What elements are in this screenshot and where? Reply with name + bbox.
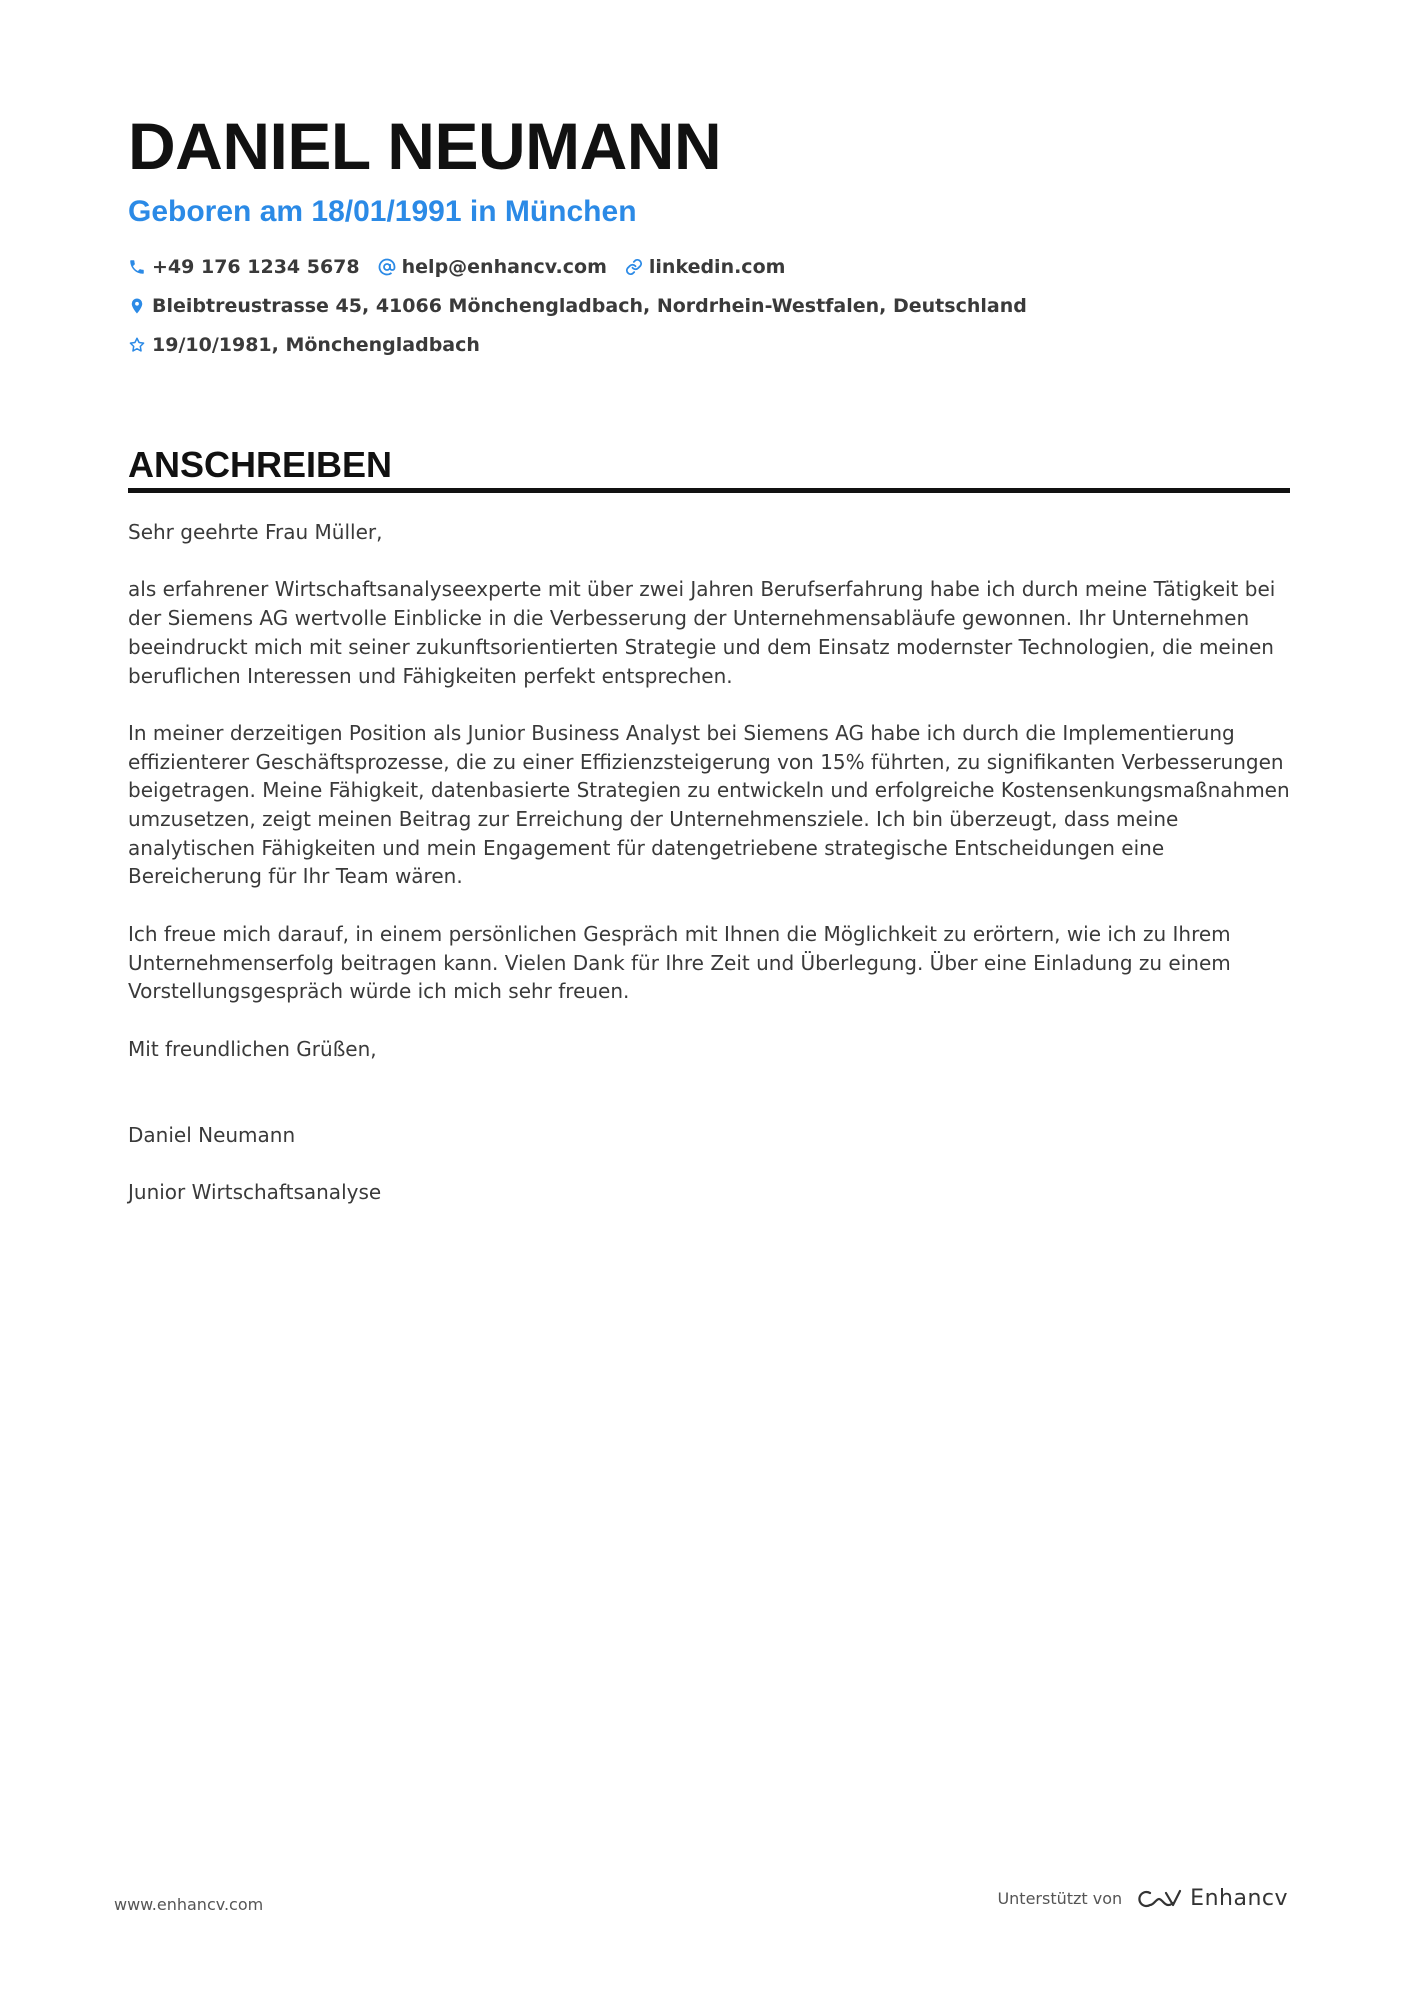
signature-title: Junior Wirtschaftsanalyse	[128, 1180, 382, 1205]
letter-paragraph: Ich freue mich darauf, in einem persönlichen Gespräch mit Ihnen die Möglichkeit zu erörtern, wie ich zu Ihrem Unternehmenserfolg beitragen kann. Vielen Dank für Ihre Zeit und Überlegung. Über eine Einladung zu einem Vorstellungsgespräch würde ich mich sehr freuen.	[128, 921, 1231, 1004]
footer-website[interactable]: www.enhancv.com	[114, 1895, 264, 1914]
candidate-subtitle: Geboren am 18/01/1991 in München	[128, 195, 637, 228]
at-icon	[378, 258, 396, 276]
contact-phone-text: +49 176 1234 5678	[152, 256, 360, 278]
contact-phone[interactable]	[128, 256, 360, 278]
contact-address-text: Bleibtreustrasse 45, 41066 Mönchengladbach, Nordrhein-Westfalen, Deutschland	[152, 295, 1027, 317]
section-divider	[128, 488, 1290, 493]
star-icon	[128, 336, 146, 354]
section-title: ANSCHREIBEN	[128, 444, 393, 485]
footer-branding	[997, 1886, 1288, 1911]
phone-icon	[128, 258, 146, 276]
location-pin-icon	[128, 297, 146, 315]
contact-birth	[128, 334, 480, 356]
letter-body	[128, 518, 1290, 1235]
footer-powered-by: Unterstützt von	[997, 1889, 1123, 1908]
contact-linkedin[interactable]	[625, 256, 786, 278]
contact-birth-text: 19/10/1981, Mönchengladbach	[152, 334, 480, 356]
contact-row-primary	[128, 254, 803, 280]
contact-email[interactable]	[378, 256, 607, 278]
contact-row-birth	[128, 332, 498, 358]
contact-linkedin-text: linkedin.com	[648, 256, 786, 278]
footer-brand: Enhancv	[1190, 1886, 1288, 1911]
letter-paragraph: als erfahrener Wirtschaftsanalyseexperte mit über zwei Jahren Berufserfahrung habe ich durch meine Tätigkeit bei der Siemens AG wertvolle Einblicke in die Verbesserung der Unternehmensabläufe gewonnen. Ihr Unternehmen beeindruckt mich mit seiner zukunftsorientierten Strategie und dem Einsatz modernster Technologien, die meinen beruflichen Interessen und Fähigkeiten perfekt entsprechen.	[128, 577, 1276, 688]
contact-row-address	[128, 293, 1045, 319]
letter-paragraph: In meiner derzeitigen Position als Junior Business Analyst bei Siemens AG habe ich durch die Implementierung effizienterer Geschäftsprozesse, die zu einer Effizienzsteigerung von 15% führten, zu signifikanten Verbesserungen beigetragen. Meine Fähigkeit, datenbasierte Strategien zu entwickeln und erfolgreiche Kostensenkungsmaßnahmen umzusetzen, zeigt meinen Beitrag zur Erreichung der Unternehmensziele. Ich bin überzeugt, dass meine analytischen Fähigkeiten und mein Engagement für datengetriebene strategische Entscheidungen eine Bereicherung für Ihr Team wären.	[128, 720, 1290, 889]
enhancv-logo-icon	[1136, 1887, 1182, 1911]
link-icon	[625, 258, 643, 276]
letter-salutation: Sehr geehrte Frau Müller,	[128, 520, 383, 544]
signature-name: Daniel Neumann	[128, 1122, 296, 1147]
candidate-name: DANIEL NEUMANN	[128, 109, 722, 183]
contact-email-text: help@enhancv.com	[401, 256, 607, 278]
letter-closing: Mit freundlichen Grüßen,	[128, 1036, 377, 1061]
contact-address	[128, 295, 1027, 317]
